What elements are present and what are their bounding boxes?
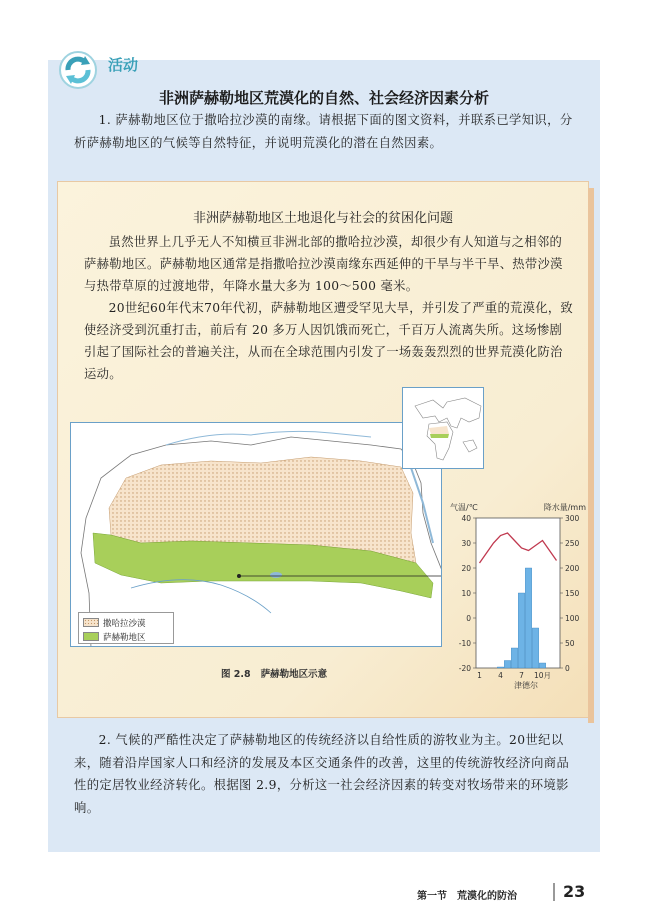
x-tick-label: 7 (519, 671, 524, 680)
legend-swatch-sahara (83, 618, 99, 627)
y-right-tick-label: 150 (565, 589, 580, 598)
y-left-tick-label: 20 (461, 564, 471, 573)
question-1: 1. 萨赫勒地区位于撒哈拉沙漠的南缘。请根据下面的图文资料，并联系已学知识，分析萨赫勒地区的气候等自然特征，并说明荒漠化的潜在自然因素。 (74, 113, 573, 150)
precipitation-bar (518, 593, 524, 668)
question-2: 2. 气候的严酷性决定了萨赫勒地区的传统经济以自给性质的游牧业为主。20世纪以来，随着沿岸国家人口和经济的发展及本区交通条件的改善，这里的传统游牧经济向商品性的定居牧业经济转化。根据图 2.9，分析这一社会经济因素的转变对牧场带来的环境影响。 (74, 733, 570, 815)
y-right-tick-label: 250 (565, 539, 580, 548)
precipitation-bar (511, 648, 517, 668)
activity-label: 活动 (108, 56, 139, 74)
y-right-tick-label: 0 (565, 664, 570, 673)
reading-title: 非洲萨赫勒地区土地退化与社会的贫困化问题 (192, 211, 453, 226)
precipitation-bar (525, 568, 531, 668)
y-left-tick-label: -20 (458, 664, 471, 673)
legend-swatch-sahel (83, 632, 99, 641)
footer-section-title: 荒漠化的防治 (457, 891, 517, 902)
legend-item-sahara (83, 616, 146, 629)
x-tick-label: 4 (498, 671, 503, 680)
y-right-tick-label: 100 (565, 614, 580, 623)
precipitation-bar (497, 667, 503, 668)
y-left-tick-label: 0 (466, 614, 471, 623)
activity-title: 非洲萨赫勒地区荒漠化的自然、社会经济因素分析 (158, 89, 489, 107)
map-legend (78, 612, 174, 644)
y-right-tick-label: 200 (565, 564, 580, 573)
y-left-axis-title: 气温/℃ (450, 503, 478, 512)
reading-paragraph-1: 虽然世界上几乎无人不知横亘非洲北部的撒哈拉沙漠，却很少有人知道与之相邻的萨赫勒地区。萨赫勒地区通常是指撒哈拉沙漠南缘东西延伸的干旱与半干旱、热带沙漠与热带草原的过渡地带，年降水量大多为 100～500 毫米。 (84, 235, 563, 293)
precipitation-bar (539, 663, 545, 668)
footer-divider (553, 883, 555, 901)
activity-cycle-icon (58, 50, 98, 90)
footer-section (417, 887, 517, 902)
y-left-tick-label: -10 (458, 639, 471, 648)
legend-label: 撒哈拉沙漠 (103, 618, 146, 629)
footer-section-number: 第一节 (417, 891, 447, 902)
figure-caption-text: 萨赫勒地区示意 (260, 669, 328, 680)
page-number: 23 (563, 882, 586, 901)
y-right-tick-label: 300 (565, 514, 580, 523)
world-locator-map (402, 387, 484, 469)
legend-label: 萨赫勒地区 (103, 632, 146, 643)
chart-plot-area (476, 518, 560, 668)
x-tick-label: 1 (477, 671, 482, 680)
y-left-tick-label: 30 (461, 539, 471, 548)
precipitation-bar (504, 661, 510, 669)
reading-paragraph-2: 20世纪60年代末70年代初，萨赫勒地区遭受罕见大旱，并引发了严重的荒漠化，致使经济受到沉重打击，前后有 20 多万人因饥饿而死亡，千百万人流离失所。这场惨剧引起了国际社会的普遍关注，从而在全球范围内引发了一场轰轰烈烈的世界荒漠化防治运动。 (84, 301, 574, 381)
precipitation-bar (532, 628, 538, 668)
y-left-tick-label: 40 (461, 514, 471, 523)
climate-chart (448, 500, 588, 690)
figure-number: 图 2.8 (221, 669, 251, 680)
y-left-tick-label: 10 (461, 589, 471, 598)
legend-item-sahel (83, 630, 146, 643)
y-right-tick-label: 50 (565, 639, 575, 648)
station-label: 津德尔 (514, 681, 538, 690)
x-tick-label: 10月 (533, 671, 552, 680)
y-right-axis-title: 降水量/mm (543, 503, 586, 512)
figure-caption (221, 666, 327, 680)
